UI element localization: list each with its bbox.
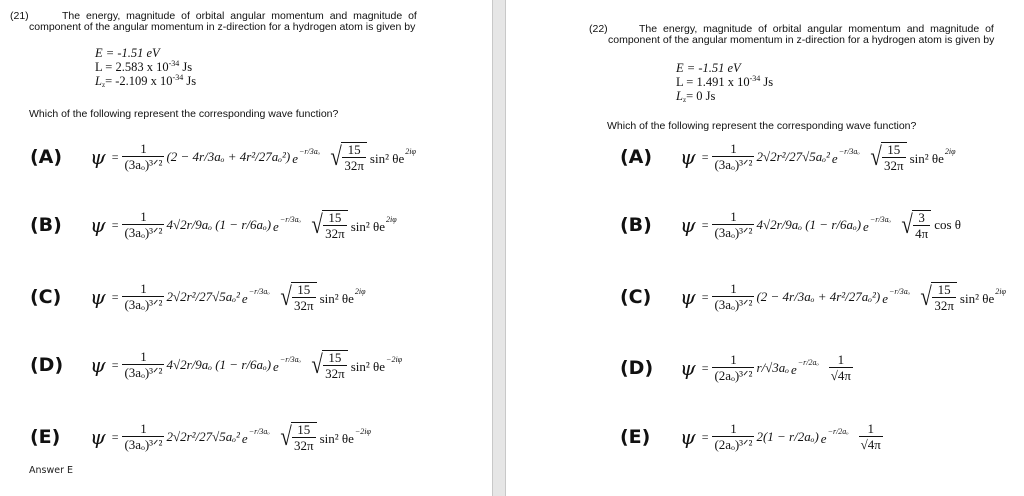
option-label: (D): [30, 354, 64, 376]
fraction-denominator: (3aₒ)³ᐟ²: [124, 365, 163, 380]
answer-option[interactable]: [620, 345, 854, 391]
answer-option[interactable]: [30, 134, 417, 180]
angular-tail: [370, 147, 416, 167]
equals-sign: =: [111, 357, 119, 372]
option-label: (A): [30, 146, 63, 168]
exponential-factor: [832, 147, 860, 167]
given-lz: $L_z= -2.109$ x $10^{-34}$ Js: [95, 73, 197, 89]
angular-tail: [351, 215, 397, 235]
option-label: (C): [30, 286, 62, 308]
sqrt-body: [291, 422, 317, 453]
equals-sign: =: [701, 289, 709, 304]
equals-sign: =: [701, 149, 709, 164]
exp-power: −r/2aₒ: [827, 427, 849, 436]
trig-term: sin² θe: [319, 291, 354, 306]
phase-exponent: 2iφ: [386, 215, 397, 224]
fraction-denominator: (2aₒ)³ᐟ²: [714, 437, 753, 452]
fraction-numerator: 15: [297, 281, 311, 297]
psi-symbol: ψ: [90, 145, 106, 169]
angular-part: [858, 422, 884, 452]
exp-base: e: [241, 431, 248, 446]
sqrt-sign: √: [870, 142, 882, 171]
exponential-factor: [821, 427, 849, 447]
phase-exponent: 2iφ: [944, 147, 956, 156]
phase-exponent: −2iφ: [354, 427, 371, 436]
option-label: (B): [30, 214, 62, 236]
angular-tail: [320, 287, 366, 307]
wave-function-equation: [90, 282, 367, 313]
exp-power: −r/3aₒ: [279, 355, 301, 364]
answer-option[interactable]: [30, 202, 398, 248]
option-label: (E): [30, 426, 61, 448]
exponential-factor: [791, 358, 819, 378]
answer-option[interactable]: [620, 414, 884, 460]
sqrt-body: [291, 282, 317, 313]
fraction-numerator: 1: [140, 421, 147, 436]
angular-fraction: [323, 351, 347, 381]
angular-fraction: [292, 423, 316, 453]
exp-power: −r/2aₒ: [797, 358, 819, 367]
angular-tail: [960, 287, 1006, 307]
equals-sign: =: [701, 217, 709, 232]
trig-term: sin² θe: [369, 151, 405, 166]
fraction-denominator: (3aₒ)³ᐟ²: [124, 437, 163, 452]
fraction-numerator: 1: [140, 141, 147, 156]
answer-option[interactable]: [620, 134, 957, 180]
psi-symbol: ψ: [90, 285, 106, 309]
exponential-factor: [273, 215, 301, 235]
radial-part: 2√2r²/27√5aₒ²: [166, 429, 240, 444]
phase-exponent: −2iφ: [386, 355, 403, 364]
psi-symbol: ψ: [90, 353, 106, 377]
sqrt-body: [858, 422, 884, 452]
psi-symbol: ψ: [680, 356, 696, 380]
normalization-fraction: [122, 350, 164, 380]
wave-function-equation: [90, 422, 372, 453]
wave-function-equation: [680, 353, 854, 383]
intro-line-2: component of the angular momentum in z-direction for a hydrogen atom is given by: [608, 34, 995, 46]
angular-fraction: [913, 211, 930, 241]
trig-term: sin² θe: [959, 291, 995, 306]
fraction-numerator: 15: [347, 141, 361, 157]
fraction-numerator: 1: [730, 352, 737, 367]
angular-fraction: [292, 283, 316, 313]
angular-tail: [351, 355, 402, 375]
exp-power: −r/3aₒ: [248, 287, 270, 296]
question-prompt: Which of the following represent the corresponding wave function?: [29, 108, 339, 120]
given-energy: E = -1.51 eV: [676, 61, 741, 75]
normalization-fraction: [122, 422, 164, 452]
exponential-factor: [242, 287, 270, 307]
angular-part: [900, 210, 962, 241]
fraction-numerator: 1: [730, 281, 737, 296]
psi-symbol: ψ: [680, 145, 696, 169]
angular-fraction: [859, 422, 883, 452]
given-lz: $L_z= 0$ Js: [676, 89, 716, 104]
fraction-denominator: 4π: [915, 225, 929, 241]
normalization-fraction: [712, 282, 754, 312]
fraction-denominator: 32π: [344, 157, 364, 173]
sqrt-sign: √: [280, 282, 292, 311]
option-label: (E): [620, 426, 651, 448]
radial-part: 2(1 − r/2aₒ): [756, 429, 819, 444]
angular-fraction: [323, 211, 347, 241]
radial-part: 4√2r/9aₒ (1 − r/6aₒ): [166, 217, 272, 232]
psi-symbol: ψ: [90, 425, 106, 449]
exp-power: −r/3aₒ: [299, 147, 321, 156]
sqrt-body: [322, 350, 348, 381]
angular-part: [828, 353, 854, 383]
fraction-numerator: 15: [297, 421, 311, 437]
exp-base: e: [790, 362, 797, 377]
option-label: (C): [620, 286, 652, 308]
answer-option[interactable]: [30, 274, 367, 320]
normalization-fraction: [712, 210, 754, 240]
psi-symbol: ψ: [90, 213, 106, 237]
exp-power: −r/3aₒ: [889, 287, 911, 296]
angular-tail: [320, 427, 371, 447]
radial-part: 2√2r²/27√5aₒ²: [756, 149, 830, 164]
fraction-numerator: 1: [730, 421, 737, 436]
fraction-denominator: (3aₒ)³ᐟ²: [124, 225, 163, 240]
fraction-numerator: 15: [937, 281, 951, 297]
wave-function-equation: [680, 422, 884, 452]
exp-power: −r/3aₒ: [248, 427, 270, 436]
sqrt-body: [341, 142, 367, 173]
fraction-numerator: 3: [918, 209, 925, 225]
fraction-denominator: (3aₒ)³ᐟ²: [714, 157, 753, 172]
fraction-denominator: 32π: [294, 297, 314, 313]
angular-tail: [934, 217, 961, 233]
question-22-panel: [506, 0, 1024, 496]
equals-sign: =: [701, 429, 709, 444]
radial-part: r/√3aₒ: [756, 360, 789, 375]
sqrt-body: [912, 210, 931, 241]
fraction-numerator: 1: [140, 209, 147, 224]
sqrt-sign: √: [901, 210, 913, 239]
radial-part: 4√2r/9aₒ (1 − r/6aₒ): [756, 217, 862, 232]
intro-line-2: component of the angular momentum in z-direction for a hydrogen atom is given by: [29, 21, 416, 33]
intro-line-1: The energy, magnitude of orbital angular momentum and magnitude of: [62, 10, 417, 22]
angular-tail: [910, 147, 956, 167]
exp-base: e: [882, 291, 889, 306]
angular-fraction: [829, 353, 853, 383]
sqrt-body: [931, 282, 957, 313]
question-21-panel: [0, 0, 492, 496]
equals-sign: =: [111, 217, 119, 232]
answer-option[interactable]: [620, 274, 1007, 320]
angular-fraction: [342, 143, 366, 173]
phase-exponent: 2iφ: [995, 287, 1006, 296]
fraction-numerator: 1: [730, 209, 737, 224]
answer-option[interactable]: [30, 414, 372, 460]
fraction-denominator: 32π: [325, 365, 345, 381]
exp-power: −r/3aₒ: [838, 147, 860, 156]
fraction-numerator: 1: [837, 352, 845, 367]
given-energy: E = -1.51 eV: [95, 46, 160, 60]
fraction-numerator: 1: [140, 349, 147, 364]
wave-function-equation: [90, 210, 398, 241]
fraction-denominator: √4π: [830, 368, 851, 383]
exponential-factor: [273, 355, 301, 375]
normalization-fraction: [712, 142, 754, 172]
fraction-numerator: 15: [887, 141, 901, 157]
fraction-denominator: 32π: [294, 437, 314, 453]
given-values: [676, 61, 773, 103]
fraction-numerator: 15: [328, 349, 342, 365]
sqrt-sign: √: [311, 210, 323, 239]
angular-part: [919, 282, 1007, 313]
fraction-denominator: 32π: [325, 225, 345, 241]
exp-base: e: [820, 431, 827, 446]
wave-function-equation: [680, 210, 962, 241]
sqrt-body: [322, 210, 348, 241]
fraction-numerator: 15: [328, 209, 342, 225]
answer-option[interactable]: [620, 202, 962, 248]
answer-option[interactable]: [30, 342, 403, 388]
exp-base: e: [292, 151, 299, 166]
fraction-numerator: 1: [730, 141, 737, 156]
wave-function-equation: [90, 350, 403, 381]
angular-part: [279, 282, 367, 313]
fraction-numerator: 1: [867, 421, 874, 436]
psi-symbol: ψ: [680, 425, 696, 449]
sqrt-sign: √: [280, 422, 292, 451]
trig-term: sin² θe: [909, 151, 944, 166]
normalization-fraction: [712, 353, 754, 383]
equals-sign: =: [111, 429, 119, 444]
intro-line-1: The energy, magnitude of orbital angular momentum and magnitude of: [639, 23, 994, 35]
trig-term: sin² θe: [319, 431, 354, 446]
given-angular-momentum: L = 2.583 x $10^{-34}$ Js: [95, 59, 193, 74]
sqrt-sign: √: [311, 350, 323, 379]
exp-power: −r/3aₒ: [869, 215, 891, 224]
question-number: (21): [10, 10, 29, 22]
given-values: [95, 46, 196, 88]
angular-fraction: [932, 283, 956, 313]
exp-base: e: [273, 359, 279, 374]
fraction-denominator: (3aₒ)³ᐟ²: [124, 297, 163, 312]
psi-symbol: ψ: [680, 285, 696, 309]
fraction-denominator: 32π: [934, 297, 954, 313]
exp-base: e: [831, 151, 838, 166]
fraction-denominator: (3aₒ)³ᐟ²: [714, 225, 753, 240]
sqrt-body: [881, 142, 907, 173]
exponential-factor: [863, 215, 891, 235]
fraction-denominator: (3aₒ)³ᐟ²: [124, 157, 163, 172]
exp-power: −r/3aₒ: [279, 215, 301, 224]
option-label: (D): [620, 357, 654, 379]
fraction-denominator: √4π: [860, 437, 881, 452]
wave-function-equation: [90, 142, 417, 173]
normalization-fraction: [122, 142, 164, 172]
page-divider: [492, 0, 506, 496]
angular-fraction: [882, 143, 906, 173]
normalization-fraction: [122, 282, 164, 312]
equals-sign: =: [111, 149, 119, 164]
sqrt-sign: √: [920, 282, 932, 311]
radial-part: (2 − 4r/3aₒ + 4r²/27aₒ²): [166, 149, 291, 164]
phase-exponent: 2iφ: [354, 287, 366, 296]
trig-term: sin² θe: [350, 219, 386, 234]
exponential-factor: [882, 287, 910, 307]
sqrt-body: [828, 353, 854, 383]
question-number: (22): [589, 23, 608, 35]
normalization-fraction: [122, 210, 164, 240]
answer-text: Answer E: [29, 465, 74, 476]
equals-sign: =: [701, 360, 709, 375]
phase-exponent: 2iφ: [405, 147, 416, 156]
given-angular-momentum: L = 1.491 x $10^{-34}$ Js: [676, 74, 774, 89]
angular-part: [869, 142, 957, 173]
exponential-factor: [292, 147, 320, 167]
angular-part: [279, 422, 372, 453]
exp-base: e: [273, 219, 279, 234]
exp-base: e: [863, 219, 869, 234]
psi-symbol: ψ: [680, 213, 696, 237]
angular-part: [329, 142, 417, 173]
fraction-denominator: (3aₒ)³ᐟ²: [714, 297, 753, 312]
sqrt-sign: √: [330, 142, 342, 171]
radial-part: (2 − 4r/3aₒ + 4r²/27aₒ²): [756, 289, 881, 304]
fraction-denominator: (2aₒ)³ᐟ²: [714, 368, 753, 383]
wave-function-equation: [680, 142, 957, 173]
fraction-numerator: 1: [140, 281, 147, 296]
exp-base: e: [241, 291, 248, 306]
normalization-fraction: [712, 422, 754, 452]
equals-sign: =: [111, 289, 119, 304]
question-prompt: Which of the following represent the corresponding wave function?: [607, 120, 917, 132]
radial-part: 2√2r²/27√5aₒ²: [166, 289, 240, 304]
radial-part: 4√2r/9aₒ (1 − r/6aₒ): [166, 357, 272, 372]
option-label: (A): [620, 146, 653, 168]
trig-term: cos θ: [934, 217, 962, 232]
option-label: (B): [620, 214, 652, 236]
exponential-factor: [242, 427, 270, 447]
trig-term: sin² θe: [350, 359, 386, 374]
wave-function-equation: [680, 282, 1007, 313]
fraction-denominator: 32π: [884, 157, 904, 173]
angular-part: [310, 350, 403, 381]
angular-part: [310, 210, 398, 241]
